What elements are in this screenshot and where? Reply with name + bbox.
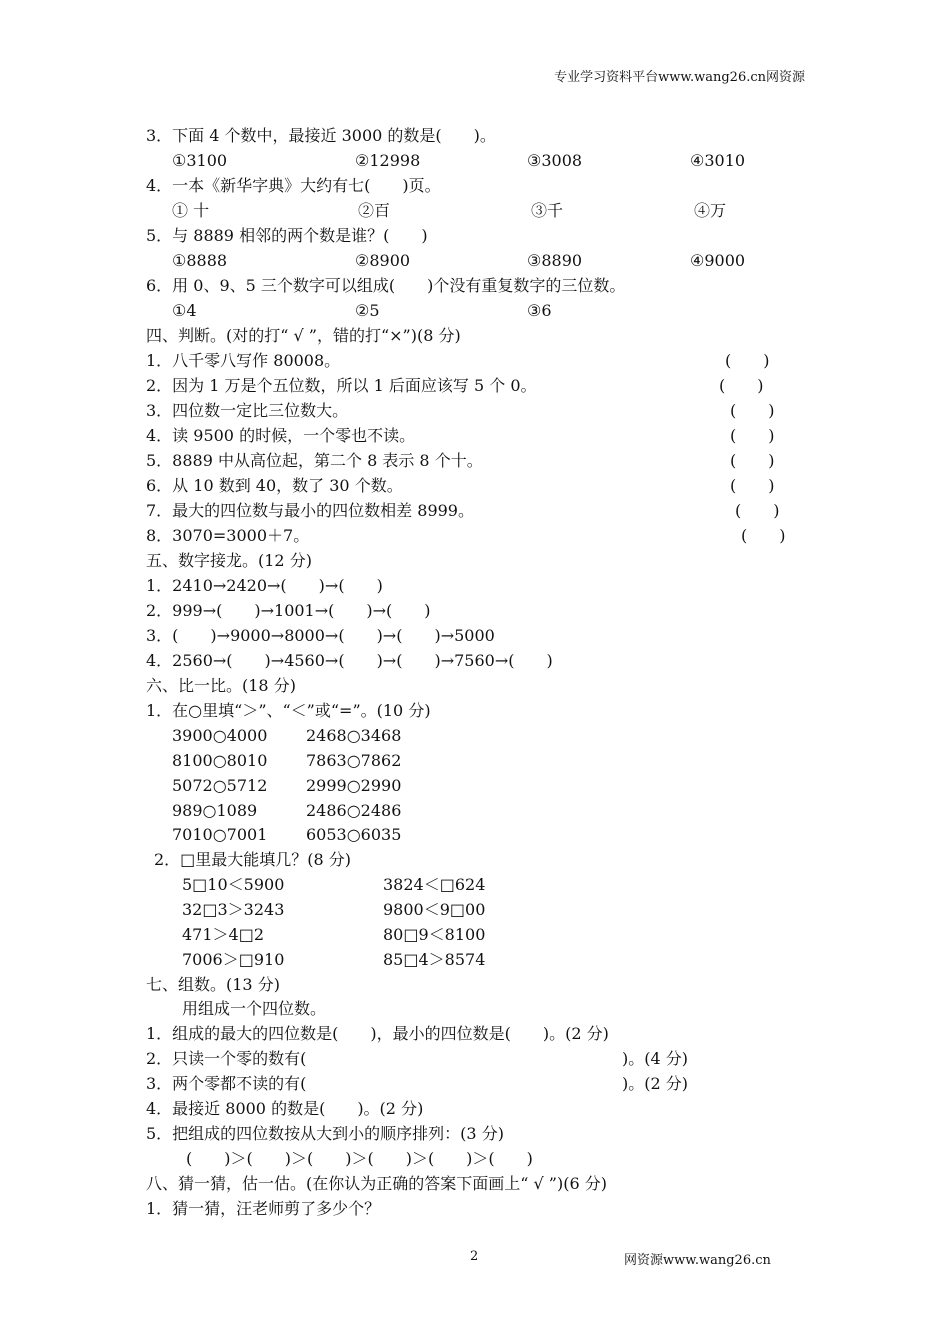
compare-right-5: 6053○6035 — [306, 825, 402, 844]
section-7-title: 七、组数。(13 分) — [146, 975, 280, 994]
q4-option-1: ① 十 — [172, 201, 210, 220]
q6-option-3: ③6 — [527, 301, 552, 320]
fill-left-1: 5□10＜5900 — [182, 875, 285, 894]
fill-left-2: 32□3＞3243 — [182, 900, 285, 919]
guess-question-1: 1．猜一猜，汪老师剪了多少个？ — [146, 1199, 381, 1218]
footer-site: 网资源www.wang26.cn — [624, 1253, 771, 1268]
q5-option-4: ④9000 — [690, 251, 746, 270]
q3-option-4: ④3010 — [690, 151, 746, 170]
compare-part-2-title: 2．□里最大能填几？(8 分) — [154, 850, 352, 869]
compare-right-4: 2486○2486 — [306, 801, 402, 820]
judge-answer-blank-4[interactable]: ( ) — [730, 426, 775, 445]
judge-item-1: 1．八千零八写作 80008。 — [146, 351, 341, 370]
chain-item-2: 2．999→( )→1001→( )→( ) — [146, 601, 431, 620]
judge-item-5: 5．8889 中从高位起，第二个 8 表示 8 个十。 — [146, 451, 483, 470]
q3-option-2: ②12998 — [355, 151, 421, 170]
compose-item-3: 3．两个零都不读的有( — [146, 1074, 307, 1093]
q5-option-2: ②8900 — [355, 251, 411, 270]
compose-item-2: 2．只读一个零的数有( — [146, 1049, 307, 1068]
judge-answer-blank-2[interactable]: ( ) — [719, 376, 764, 395]
fill-right-4: 85□4＞8574 — [383, 950, 486, 969]
compose-item-5: 5．把组成的四位数按从大到小的顺序排列：(3 分) — [146, 1124, 504, 1143]
chain-item-3: 3．( )→9000→8000→( )→( )→5000 — [146, 626, 495, 645]
judge-item-4: 4．读 9500 的时候，一个零也不读。 — [146, 426, 416, 445]
compare-left-1: 3900○4000 — [172, 726, 268, 745]
fill-right-2: 9800＜9□00 — [383, 900, 486, 919]
chain-item-1: 1．2410→2420→( )→( ) — [146, 576, 383, 595]
q3-option-1: ①3100 — [172, 151, 228, 170]
question-5-stem: 5．与 8889 相邻的两个数是谁？( ) — [146, 226, 428, 245]
judge-answer-blank-1[interactable]: ( ) — [725, 351, 770, 370]
q6-option-1: ①4 — [172, 301, 197, 320]
compare-left-2: 8100○8010 — [172, 751, 268, 770]
compare-right-1: 2468○3468 — [306, 726, 402, 745]
compose-item-2-tail: )。(4 分) — [622, 1049, 688, 1068]
compare-left-3: 5072○5712 — [172, 776, 268, 795]
question-6-stem: 6．用 0、9、5 三个数字可以组成( )个没有重复数字的三位数。 — [146, 276, 626, 295]
section-5-title: 五、数字接龙。(12 分) — [146, 551, 312, 570]
question-3-stem: 3．下面 4 个数中，最接近 3000 的数是( )。 — [146, 126, 496, 145]
compare-right-3: 2999○2990 — [306, 776, 402, 795]
compose-item-4: 4．最接近 8000 的数是( )。(2 分) — [146, 1099, 424, 1118]
page-number: 2 — [470, 1249, 479, 1264]
q4-option-3: ③千 — [531, 201, 564, 220]
section-8-title: 八、猜一猜，估一估。(在你认为正确的答案下面画上“ √ ”)(6 分) — [146, 1174, 607, 1193]
chain-item-4: 4．2560→( )→4560→( )→( )→7560→( ) — [146, 651, 553, 670]
fill-right-1: 3824＜□624 — [383, 875, 486, 894]
section-4-title: 四、判断。(对的打“ √ ”，错的打“×”)(8 分) — [146, 326, 461, 345]
fill-left-3: 471＞4□2 — [182, 925, 265, 944]
q6-option-2: ②5 — [355, 301, 380, 320]
compose-item-1: 1．组成的最大的四位数是( )，最小的四位数是( )。(2 分) — [146, 1024, 609, 1043]
q5-option-1: ①8888 — [172, 251, 228, 270]
compose-item-3-tail: )。(2 分) — [622, 1074, 688, 1093]
question-4-stem: 4．一本《新华字典》大约有七( )页。 — [146, 176, 441, 195]
compare-part-1-title: 1．在○里填“＞”、“＜”或“=”。(10 分) — [146, 701, 431, 720]
judge-item-3: 3．四位数一定比三位数大。 — [146, 401, 349, 420]
judge-answer-blank-7[interactable]: ( ) — [735, 501, 780, 520]
q4-option-2: ②百 — [358, 201, 391, 220]
compose-order-line: ( )＞( )＞( )＞( )＞( )＞( ) — [186, 1149, 533, 1168]
compare-left-4: 989○1089 — [172, 801, 258, 820]
judge-answer-blank-8[interactable]: ( ) — [741, 526, 786, 545]
judge-answer-blank-6[interactable]: ( ) — [730, 476, 775, 495]
judge-answer-blank-3[interactable]: ( ) — [730, 401, 775, 420]
judge-item-2: 2．因为 1 万是个五位数，所以 1 后面应该写 5 个 0。 — [146, 376, 537, 395]
judge-item-6: 6．从 10 数到 40，数了 30 个数。 — [146, 476, 403, 495]
compare-left-5: 7010○7001 — [172, 825, 268, 844]
judge-answer-blank-5[interactable]: ( ) — [730, 451, 775, 470]
compare-right-2: 7863○7862 — [306, 751, 402, 770]
page-header: 专业学习资料平台www.wang26.cn网资源 — [554, 70, 805, 85]
q3-option-3: ③3008 — [527, 151, 583, 170]
section-7-intro: 用组成一个四位数。 — [182, 999, 327, 1018]
judge-item-8: 8．3070=3000＋7。 — [146, 526, 310, 545]
q5-option-3: ③8890 — [527, 251, 583, 270]
judge-item-7: 7．最大的四位数与最小的四位数相差 8999。 — [146, 501, 474, 520]
section-6-title: 六、比一比。(18 分) — [146, 676, 296, 695]
fill-left-4: 7006＞□910 — [182, 950, 285, 969]
fill-right-3: 80□9＜8100 — [383, 925, 486, 944]
q4-option-4: ④万 — [694, 201, 727, 220]
